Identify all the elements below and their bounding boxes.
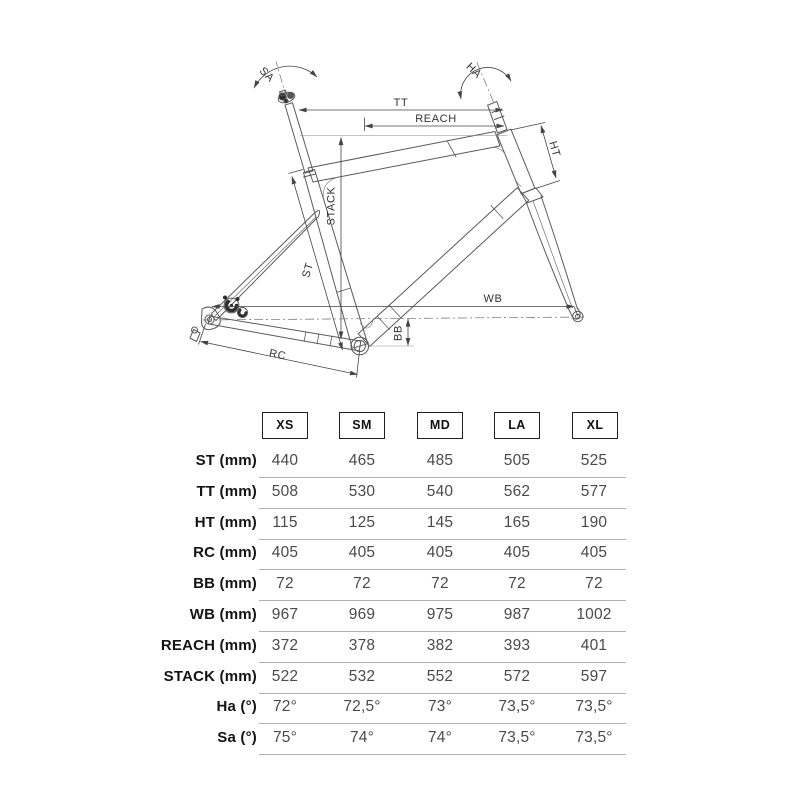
table-cell: 72 (431, 575, 449, 592)
table-cell: 382 (426, 637, 454, 654)
table-row-reach (0, 632, 800, 663)
table-row-st (0, 447, 800, 478)
row-label: STACK (mm) (163, 668, 257, 685)
table-cell: 405 (580, 544, 608, 561)
wb-label: WB (483, 293, 503, 305)
steerer-tube (488, 102, 507, 134)
table-row-bb (0, 570, 800, 601)
table-cell: 440 (271, 452, 299, 469)
table-cell: 405 (348, 544, 376, 561)
row-label: REACH (mm) (160, 637, 257, 654)
table-cell: 975 (426, 606, 454, 623)
table-cell: 530 (348, 483, 376, 500)
row-label: BB (mm) (193, 575, 257, 592)
fork-blade-rear (527, 203, 571, 312)
table-row-wb (0, 601, 800, 632)
fork-blade-inner (533, 201, 573, 308)
table-cell: 485 (426, 452, 454, 469)
sa-label: SA (256, 65, 277, 85)
headset-spacer (492, 109, 504, 120)
table-cell: 73,5° (498, 729, 536, 746)
size-header-xl: XL (572, 412, 618, 439)
table-cell: 508 (271, 483, 299, 500)
table-cell: 401 (580, 637, 608, 654)
bb-label: BB (392, 325, 405, 341)
table-row-ht (0, 509, 800, 540)
table-cell: 378 (348, 637, 376, 654)
reach-label: REACH (415, 113, 457, 125)
table-cell: 73,5° (575, 698, 613, 715)
table-cell: 552 (426, 668, 454, 685)
table-row-tt (0, 478, 800, 509)
seat-tube-collar (304, 174, 316, 177)
size-header-xs: XS (262, 412, 308, 439)
table-cell: 572 (503, 668, 531, 685)
row-label: TT (mm) (196, 483, 257, 500)
table-cell: 597 (580, 668, 608, 685)
table-cell: 115 (272, 514, 298, 531)
ha-label: HA (463, 60, 484, 81)
table-cell: 405 (271, 544, 299, 561)
table-cell: 393 (503, 637, 531, 654)
st-label: ST (300, 261, 317, 280)
size-header-md: MD (417, 412, 463, 439)
row-label: WB (mm) (189, 606, 257, 623)
table-cell: 562 (503, 483, 531, 500)
table-cell: 74° (349, 729, 375, 746)
down-tube (358, 188, 529, 347)
table-cell: 73,5° (575, 729, 613, 746)
table-cell: 145 (426, 514, 454, 531)
row-label: Sa (°) (217, 729, 257, 746)
table-cell: 372 (271, 637, 299, 654)
table-cell: 72 (353, 575, 371, 592)
ht-extension-bottom (536, 181, 561, 189)
table-cell: 125 (348, 514, 376, 531)
table-cell: 72° (272, 698, 298, 715)
table-cell: 1002 (576, 606, 612, 623)
front-dropout (573, 311, 583, 321)
table-row-stack (0, 663, 800, 694)
table-cell: 522 (271, 668, 299, 685)
rc-label: RC (268, 347, 288, 363)
table-cell: 540 (426, 483, 454, 500)
table-cell: 969 (348, 606, 376, 623)
table-cell: 74° (427, 729, 453, 746)
table-cell: 72 (585, 575, 603, 592)
table-cell: 505 (503, 452, 531, 469)
table-cell: 72,5° (343, 698, 381, 715)
table-cell: 405 (426, 544, 454, 561)
ht-extension-top (511, 123, 546, 131)
st-extension-line (289, 170, 304, 174)
seatpost (285, 103, 313, 173)
table-cell: 465 (348, 452, 376, 469)
table-cell: 405 (503, 544, 531, 561)
tt-label: TT (393, 97, 409, 109)
row-label: RC (mm) (193, 544, 257, 561)
table-row-sa (0, 724, 800, 755)
row-label: Ha (°) (216, 698, 257, 715)
table-cell: 532 (348, 668, 376, 685)
table-cell: 73,5° (498, 698, 536, 715)
row-label: HT (mm) (194, 514, 257, 531)
size-header-la: LA (494, 412, 540, 439)
table-cell: 577 (580, 483, 608, 500)
size-header-sm: SM (339, 412, 385, 439)
table-row-ha (0, 693, 800, 724)
table-cell: 967 (271, 606, 299, 623)
table-cell: 525 (580, 452, 608, 469)
axle-centerline (203, 317, 584, 320)
ht-label: HT (546, 139, 563, 159)
table-cell: 73° (427, 698, 453, 715)
table-cell: 165 (503, 514, 531, 531)
top-tube (308, 132, 500, 183)
stack-label: STACK (325, 186, 338, 226)
fork-blade-front (541, 196, 578, 309)
table-cell: 72 (508, 575, 526, 592)
table-cell: 987 (503, 606, 531, 623)
table-row-rc (0, 539, 800, 570)
head-tube (497, 129, 535, 194)
table-cell: 75° (272, 729, 298, 746)
table-cell: 190 (580, 514, 608, 531)
row-label: ST (mm) (195, 452, 257, 469)
table-cell: 72 (276, 575, 294, 592)
